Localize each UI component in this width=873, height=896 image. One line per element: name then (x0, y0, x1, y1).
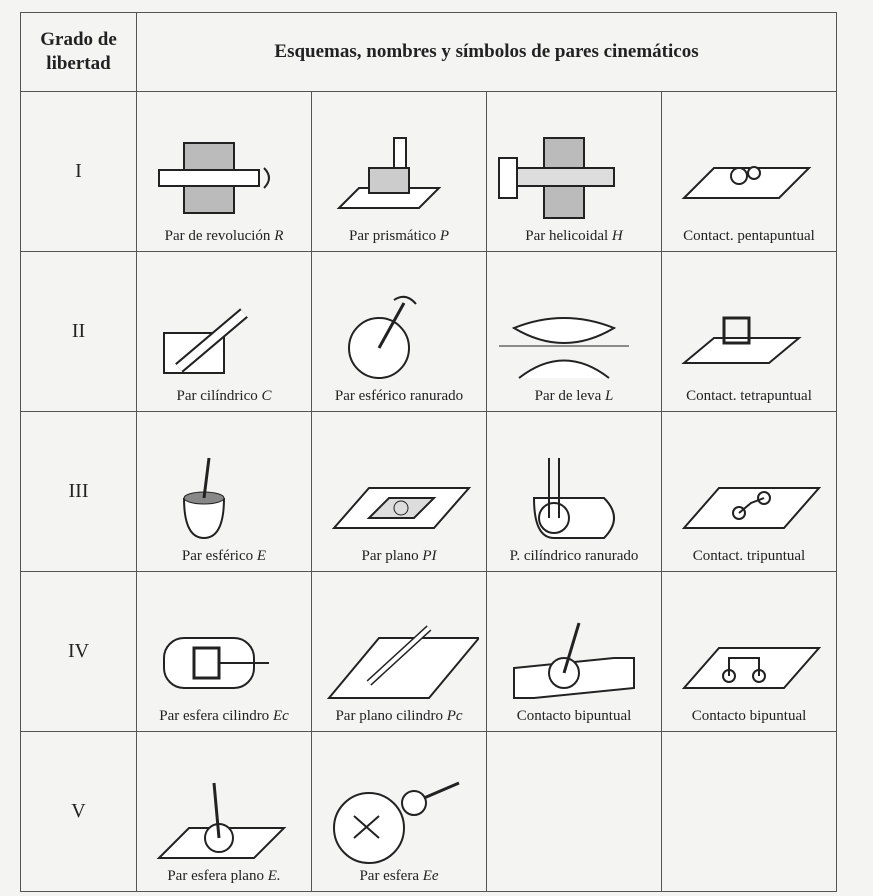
pair-cell (662, 252, 837, 412)
plane-cylinder-pair-icon (319, 608, 479, 708)
pair-name: Par plano (361, 548, 419, 564)
revolute-pair-icon (144, 128, 304, 228)
pair-caption (487, 228, 661, 251)
header-row (21, 13, 837, 92)
degree-label: I (21, 92, 137, 252)
pair-cell (312, 572, 487, 732)
pair-symbol: H (611, 228, 623, 244)
degree-label: IV (21, 572, 137, 732)
slotted-cylindrical-pair-icon (494, 448, 654, 548)
pair-symbol: Pc (446, 708, 463, 724)
pair-caption (137, 708, 311, 731)
pair-cell (312, 732, 487, 892)
three-point-contact-icon (669, 448, 829, 548)
degree-label: III (21, 412, 137, 572)
pair-cell (137, 732, 312, 892)
pair-symbol: E (256, 548, 267, 564)
table-row (21, 412, 837, 572)
five-point-contact-icon (669, 128, 829, 228)
dof-header-line1: Grado de (40, 29, 117, 50)
prismatic-pair-icon (319, 128, 479, 228)
pair-cell (487, 732, 662, 892)
pair-symbol: L (605, 388, 614, 404)
pair-cell (137, 252, 312, 412)
helical-pair-icon (494, 128, 654, 228)
pair-symbol: Ee (422, 868, 439, 884)
pair-caption (662, 548, 836, 571)
pair-name: Par esfera cilindro (159, 708, 270, 724)
pair-caption (312, 708, 486, 731)
pair-caption (662, 228, 836, 251)
pair-cell (487, 92, 662, 252)
sphere-pair-icon (319, 768, 479, 868)
table-row (21, 252, 837, 412)
pair-caption (312, 228, 486, 251)
pair-cell (662, 92, 837, 252)
pair-name: Par de leva (534, 388, 602, 404)
sphere-cylinder-pair-icon (144, 608, 304, 708)
pair-name: Par prismático (349, 228, 437, 244)
degree-label: II (21, 252, 137, 412)
pair-cell (312, 412, 487, 572)
pair-name: Par helicoidal (525, 228, 609, 244)
pair-symbol: Ec (272, 708, 289, 724)
pair-cell (487, 252, 662, 412)
sphere-plane-pair-icon (144, 768, 304, 868)
spherical-pair-icon (144, 448, 304, 548)
pair-symbol: R (274, 228, 284, 244)
pair-name: Contact. tetrapuntual (686, 388, 812, 404)
slotted-spherical-pair-icon (319, 288, 479, 388)
pair-name: Par de revolución (164, 228, 271, 244)
pair-symbol: P (439, 228, 449, 244)
pair-cell (312, 252, 487, 412)
pair-name: Contact. pentapuntual (683, 228, 815, 244)
pair-cell (312, 92, 487, 252)
pair-caption (137, 388, 311, 411)
cylindrical-pair-icon (144, 288, 304, 388)
pair-symbol: C (261, 388, 272, 404)
pair-caption (487, 708, 661, 731)
pair-caption (312, 388, 486, 411)
pair-name: Par esfera plano (167, 868, 264, 884)
planar-pair-icon (319, 448, 479, 548)
cam-pair-icon (494, 288, 654, 388)
pair-symbol: PI (422, 548, 437, 564)
pair-cell (487, 412, 662, 572)
table-row (21, 572, 837, 732)
dof-header-line2: libertad (46, 53, 111, 74)
pair-caption (487, 388, 661, 411)
pair-caption (137, 868, 311, 891)
pair-caption (137, 228, 311, 251)
two-point-contact-icon (494, 608, 654, 708)
pair-cell (137, 572, 312, 732)
table-row (21, 732, 837, 892)
pair-caption (137, 548, 311, 571)
pair-symbol: E. (267, 868, 281, 884)
pair-cell (662, 572, 837, 732)
pair-caption (487, 548, 661, 571)
pair-caption (312, 868, 486, 891)
kinematic-pairs-table (20, 12, 837, 892)
pair-name: Contact. tripuntual (692, 548, 806, 564)
two-point-contact-plane-icon (669, 608, 829, 708)
degree-label: V (21, 732, 137, 892)
pair-caption (312, 548, 486, 571)
pair-name: Contacto bipuntual (691, 708, 807, 724)
pair-name: Par esférico ranurado (334, 388, 464, 404)
pair-name: Par esfera (359, 868, 419, 884)
table-title: Esquemas, nombres y símbolos de pares cinemáticos (137, 13, 837, 92)
pair-name: Par plano cilindro (335, 708, 443, 724)
dof-header (21, 13, 137, 92)
pair-name: P. cilíndrico ranurado (509, 548, 639, 564)
pair-cell (662, 412, 837, 572)
pair-cell (137, 92, 312, 252)
pair-cell (487, 572, 662, 732)
pair-name: Contacto bipuntual (516, 708, 632, 724)
pair-cell (662, 732, 837, 892)
pair-caption (662, 388, 836, 411)
four-point-contact-icon (669, 288, 829, 388)
pair-name: Par cilíndrico (176, 388, 258, 404)
table-row (21, 92, 837, 252)
pair-name: Par esférico (181, 548, 254, 564)
pair-cell (137, 412, 312, 572)
pair-caption (662, 708, 836, 731)
